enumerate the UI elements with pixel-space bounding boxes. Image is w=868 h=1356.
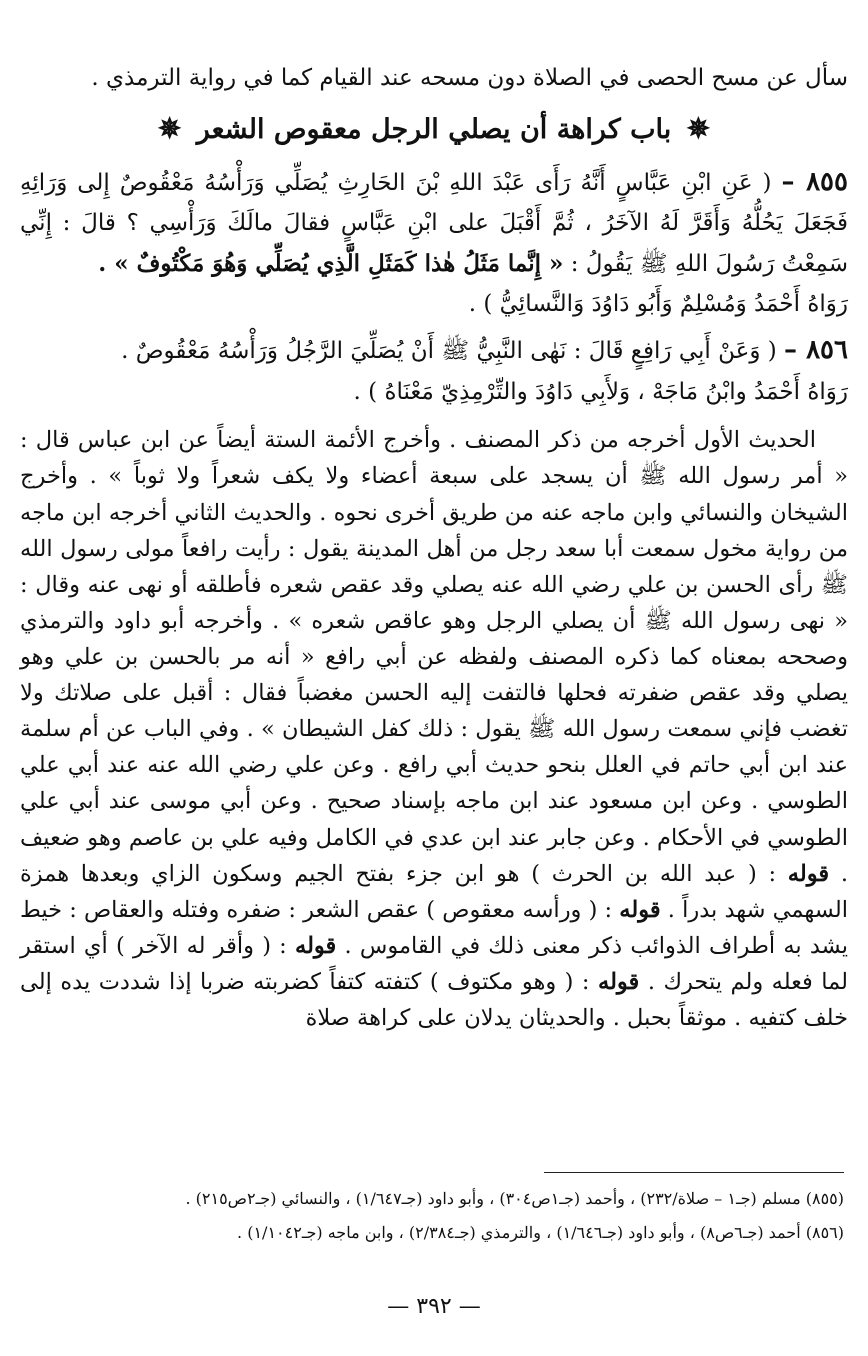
commentary-text: : ( وهو مكتوف ) كتفته كتفاً كضربته ضربا إذا شددت يده إلى خلف كتفيه . موثقاً بحبل . والحديثان يدلان على كراهة صلاة bbox=[20, 969, 848, 1032]
hadith-quote: « إِنَّما مَثَلُ هٰذا كَمَثَلِ الَّذِي يُصَلِّي وَهُوَ مَكْتُوفٌ » . bbox=[98, 250, 564, 277]
chapter-title: باب كراهة أن يصلي الرجل معقوص الشعر bbox=[196, 114, 672, 146]
hadith-number: ٨٥٥ – bbox=[781, 166, 848, 197]
footnote-divider bbox=[544, 1172, 844, 1173]
page-body bbox=[20, 62, 848, 1059]
star-ornament-icon: ✵ bbox=[686, 112, 711, 146]
intro-line: سأل عن مسح الحصى في الصلاة دون مسحه عند القيام كما في رواية الترمذي . bbox=[91, 65, 848, 91]
commentary-text: : ( عبد الله بن الحرث ) هو ابن جزء بفتح الجيم وسكون الزاي وبعدها همزة السهمي شهد بدراً . bbox=[20, 860, 848, 923]
commentary-text: : ( ورأسه معقوص ) عقص الشعر : ضفره وفتله والعقاص : خيط يشد به أطراف الذوائب ذكر معنى ذلك في القاموس . bbox=[20, 896, 849, 959]
footnote-856: (٨٥٦) أحمد (جـ٦ص٨) ، وأبو داود (جـ١/٦٤٦) ، والترمذي (جـ٢/٣٨٤) ، وابن ماجه (جـ١/١٠٤٢) . bbox=[237, 1222, 844, 1242]
chapter-heading bbox=[20, 111, 848, 147]
qawluh-label: قوله bbox=[787, 860, 830, 887]
hadith-source: رَوَاهُ أَحْمَدُ وَمُسْلِمٌ وَأَبُو دَاوُدَ وَالنَّسائِيُّ ) . bbox=[468, 290, 848, 317]
page-number: — ٣٩٢ — bbox=[387, 1294, 481, 1319]
qawluh-label: قوله bbox=[598, 969, 640, 995]
commentary bbox=[20, 422, 848, 1036]
footnotes bbox=[20, 1182, 844, 1249]
hadith-856 bbox=[20, 328, 848, 412]
commentary-text: : ( وأقر له الآخر ) أي استقر لما فعله ولم يتحرك . bbox=[20, 932, 848, 995]
hadith-source: رَوَاهُ أَحْمَدُ وابْنُ مَاجَهْ ، وَلأَبِي دَاوُدَ والتِّرْمِذِيّ مَعْنَاهُ ) . bbox=[353, 378, 848, 405]
commentary-text: الحديث الأول أخرجه من ذكر المصنف . وأخرج الأئمة الستة أيضاً عن ابن عباس قال : « أمر رسول الله ﷺ أن يسجد على سبعة أعضاء ولا يكف شعراً ولا ثوباً » . وأخرج الشيخان والنسائي وابن ماجه عنه من طريق أخرى نحوه . والحديث الثاني أخرجه ابن ماجه من رواية مخول سمعت أبا سعد رجل من أهل المدينة يقول : رأيت رافعاً مولى رسول الله ﷺ رأى الحسن بن علي رضي الله عنه يصلي وقد عقص شعره فأطلقه أو نهى عنه وقال : « نهى رسول الله ﷺ أن يصلي الرجل وهو عاقص شعره » . وأخرجه أبو داود والترمذي وصححه بمعناه كما ذكره المصنف ولفظه عن أبي رافع « أنه مر بالحسن بن علي وهو يصلي وقد عقص ضفرته فحلها فالتفت إليه الحسن مغضباً فقال : أقبل على صلاتك ولا تغضب فإني سمعت رسول الله ﷺ يقول : ذلك كفل الشيطان » . وفي الباب عن أم سلمة عند ابن أبي حاتم في العلل بنحو حديث أبي رافع . وعن علي رضي الله عنه عند أبي علي الطوسي . وعن ابن مسعود عند ابن ماجه بإسناد صحيح . وعن أبي موسى عند أبي علي الطوسي في الأحكام . وعن جابر عند ابن عدي في الكامل وفيه علي بن عاصم وهو ضعيف . bbox=[20, 427, 848, 887]
qawluh-label: قوله bbox=[619, 896, 661, 923]
footnote-855: (٨٥٥) مسلم (جـ١ – صلاة/٢٣٢) ، وأحمد (جـ١ص٣٠٤) ، وأبو داود (جـ١/٦٤٧) ، والنسائي (جـ٢ص٢١٥) . bbox=[185, 1189, 844, 1208]
star-ornament-icon: ✵ bbox=[157, 112, 182, 146]
hadith-number: ٨٥٦ – bbox=[784, 335, 848, 366]
hadith-855 bbox=[20, 160, 848, 324]
hadith-text: ( وَعَنْ أَبِي رَافِعٍ قَالَ : نَهٰى النَّبِيُّ ﷺ أَنْ يُصَلِّيَ الرَّجُلُ وَرَأْسُهُ مَعْقُوصٌ . bbox=[121, 338, 777, 365]
qawluh-label: قوله bbox=[295, 932, 337, 959]
hadith-text: ( عَنِ ابْنِ عَبَّاسٍ أَنَّهُ رَأَى عَبْدَ اللهِ بْنَ الحَارِثِ يُصَلِّي وَرَأْسُهُ مَعْقُوصٌ إِلى وَرَائِهِ فَجَعَلَ يَحُلُّهُ وَأَقَرَّ لَهُ الآخَرُ ، ثُمَّ أَقْبَلَ على ابْنِ عَبَّاسٍ فقالَ مالَكَ وَرَأْسِي ؟ قالَ : إِنِّي سَمِعْتُ رَسُولَ اللهِ ﷺ يَقُولُ : bbox=[20, 169, 848, 277]
